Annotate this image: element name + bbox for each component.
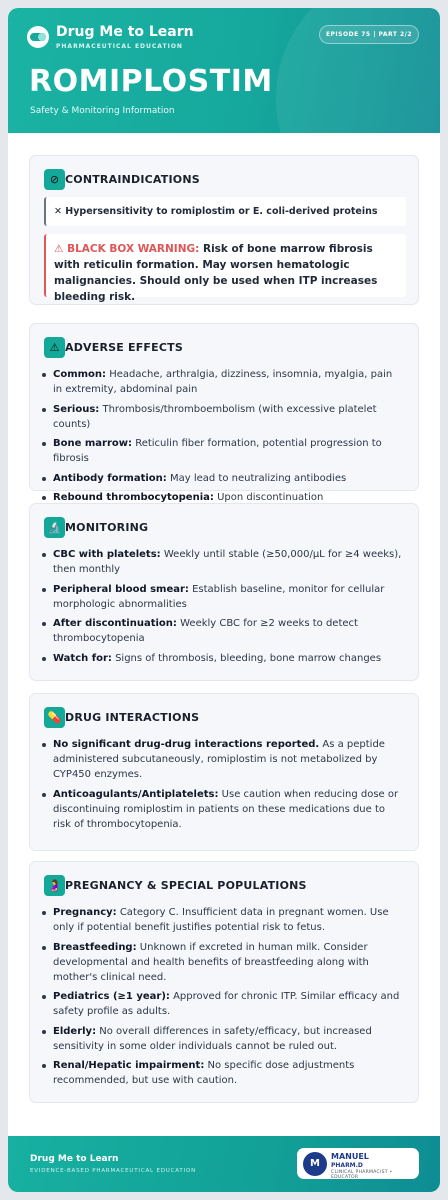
brand-name: Drug Me to Learn — [56, 24, 194, 40]
list-item: Breastfeeding: Unknown if excreted in human milk. Consider developmental and health benefits of breastfeeding along with mother's clinical need. — [30, 940, 420, 985]
prohibited-icon: ⊘ — [44, 169, 65, 190]
author-badge — [297, 1148, 419, 1179]
microscope-icon: 🔬 — [44, 517, 65, 538]
list-item: After discontinuation: Weekly CBC for ≥2 weeks to detect thrombocytopenia — [30, 616, 420, 646]
page-title: ROMIPLOSTIM — [29, 64, 273, 99]
adverse-effects-section — [29, 323, 419, 503]
monitoring-list — [30, 547, 420, 670]
section-title: DRUG INTERACTIONS — [65, 711, 200, 724]
pills-icon: 💊 — [44, 707, 65, 728]
black-box-warning — [44, 234, 406, 303]
contraindication-item: ✕ Hypersensitivity to romiplostim or E. coli-derived proteins — [44, 197, 406, 226]
list-item: Common: Headache, arthralgia, dizziness, insomnia, myalgia, pain in extremity, abdominal pain — [30, 367, 420, 397]
footer-brand: Drug Me to Learn — [30, 1154, 119, 1164]
list-item: Rebound thrombocytopenia: Upon discontinuation — [30, 490, 420, 505]
list-item: Antibody formation: May lead to neutralizing antibodies — [30, 471, 420, 486]
section-title: MONITORING — [65, 521, 149, 534]
drug-interactions-list — [30, 737, 420, 836]
list-item: Elderly: No overall differences in safety/efficacy, but increased sensitivity in some older individuals cannot be ruled out. — [30, 1024, 420, 1054]
header — [8, 8, 440, 133]
black-box-label: ⚠ BLACK BOX WARNING: — [54, 243, 200, 255]
list-item: Bone marrow: Reticulin fiber formation, potential progression to fibrosis — [30, 436, 420, 466]
list-item: Serious: Thrombosis/thromboembolism (with excessive platelet counts) — [30, 402, 420, 432]
pregnancy-icon: 🤰 — [44, 875, 65, 896]
monitoring-section — [29, 503, 419, 681]
episode-badge: EPISODE 75 | PART 2/2 — [319, 25, 419, 44]
infographic-card — [8, 8, 440, 1192]
list-item: Peripheral blood smear: Establish baseline, monitor for cellular morphologic abnormalities — [30, 582, 420, 612]
footer-tagline: EVIDENCE-BASED PHARMACEUTICAL EDUCATION — [30, 1168, 196, 1174]
author-name: MANUEL — [331, 1152, 369, 1161]
list-item: CBC with platelets: Weekly until stable (≥50,000/µL for ≥4 weeks), then monthly — [30, 547, 420, 577]
adverse-effects-list — [30, 367, 420, 510]
drug-interactions-section — [29, 693, 419, 851]
list-item: Watch for: Signs of thrombosis, bleeding, bone marrow changes — [30, 651, 420, 666]
pill-logo-icon — [27, 26, 49, 48]
pregnancy-list — [30, 905, 420, 1093]
section-title: ADVERSE EFFECTS — [65, 341, 183, 354]
pregnancy-section — [29, 861, 419, 1103]
list-item: No significant drug-drug interactions reported. As a peptide administered subcutaneously, romiplostim is not metabolized by CYP450 enzymes. — [30, 737, 420, 782]
list-item: Renal/Hepatic impairment: No specific dose adjustments recommended, but use with caution. — [30, 1058, 420, 1088]
section-title: CONTRAINDICATIONS — [65, 173, 200, 186]
brand-tagline: PHARMACEUTICAL EDUCATION — [56, 43, 183, 50]
black-box-text: Risk of bone marrow fibrosis with reticulin formation. May worsen hematologic malignancies. Should only be used when ITP increases bleeding risk. — [54, 243, 378, 303]
author-logo-icon: M — [303, 1152, 327, 1176]
warning-icon: ⚠ — [44, 337, 65, 358]
page-subtitle: Safety & Monitoring Information — [30, 106, 175, 116]
list-item: Pregnancy: Category C. Insufficient data in pregnant women. Use only if potential benefit justifies potential risk to fetus. — [30, 905, 420, 935]
list-item: Anticoagulants/Antiplatelets: Use caution when reducing dose or discontinuing romiplostim in patients on these medications due to risk of thrombocytopenia. — [30, 787, 420, 832]
author-credential: PHARM.D — [331, 1162, 363, 1169]
footer — [8, 1136, 440, 1192]
author-role: CLINICAL PHARMACIST • EDUCATOR — [331, 1170, 393, 1180]
list-item: Pediatrics (≥1 year): Approved for chronic ITP. Similar efficacy and safety profile as adults. — [30, 989, 420, 1019]
section-title: PREGNANCY & SPECIAL POPULATIONS — [65, 879, 307, 892]
contraindications-section — [29, 155, 419, 305]
